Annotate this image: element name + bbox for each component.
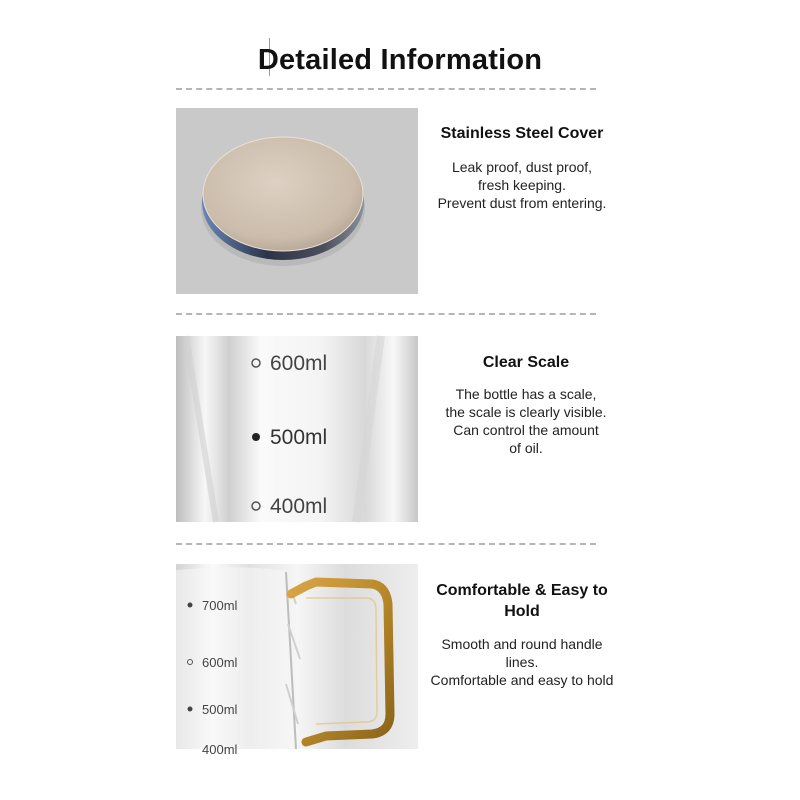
scale-line: The bottle has a scale, [455,386,597,402]
scale-heading: Clear Scale [482,354,570,371]
handle-line: Comfortable and easy to hold [430,672,614,688]
scale-mark-500: 500ml [270,426,328,449]
handle-scale-700: 700ml [202,598,238,613]
scale-mark-400: 400ml [270,495,328,518]
handle-image [176,564,418,757]
cover-heading: Stainless Steel Cover [440,125,604,142]
section-scale [406,352,646,457]
page-title: Detailed Information [257,44,543,76]
scale-line: Can control the amount [453,422,599,438]
scale-description [406,385,646,457]
scale-line: of oil. [509,440,543,456]
handle-photo [176,564,418,757]
section-handle [402,580,642,689]
handle-scale-500: 500ml [202,702,238,717]
handle-heading: Comfortable & Easy to Hold [436,582,608,620]
handle-line: lines. [505,654,539,670]
handle-line: Smooth and round handle [441,636,603,652]
lid-photo [176,108,418,294]
handle-scale-400: 400ml [202,742,238,757]
divider-top [176,88,596,90]
handle-description [402,635,642,689]
cover-line: Prevent dust from entering. [437,195,607,211]
divider-bottom [176,543,596,545]
lid-image [176,108,418,294]
handle-scale-600: 600ml [202,655,238,670]
cover-description [402,158,642,212]
cover-line: Leak proof, dust proof, [451,159,593,175]
scale-mark-600: 600ml [270,352,328,375]
scale-photo [176,336,418,522]
scale-line: the scale is clearly visible. [445,404,607,420]
section-cover [402,123,642,212]
cover-line: fresh keeping. [478,177,566,193]
scale-image [176,336,418,522]
divider-middle [176,313,596,315]
